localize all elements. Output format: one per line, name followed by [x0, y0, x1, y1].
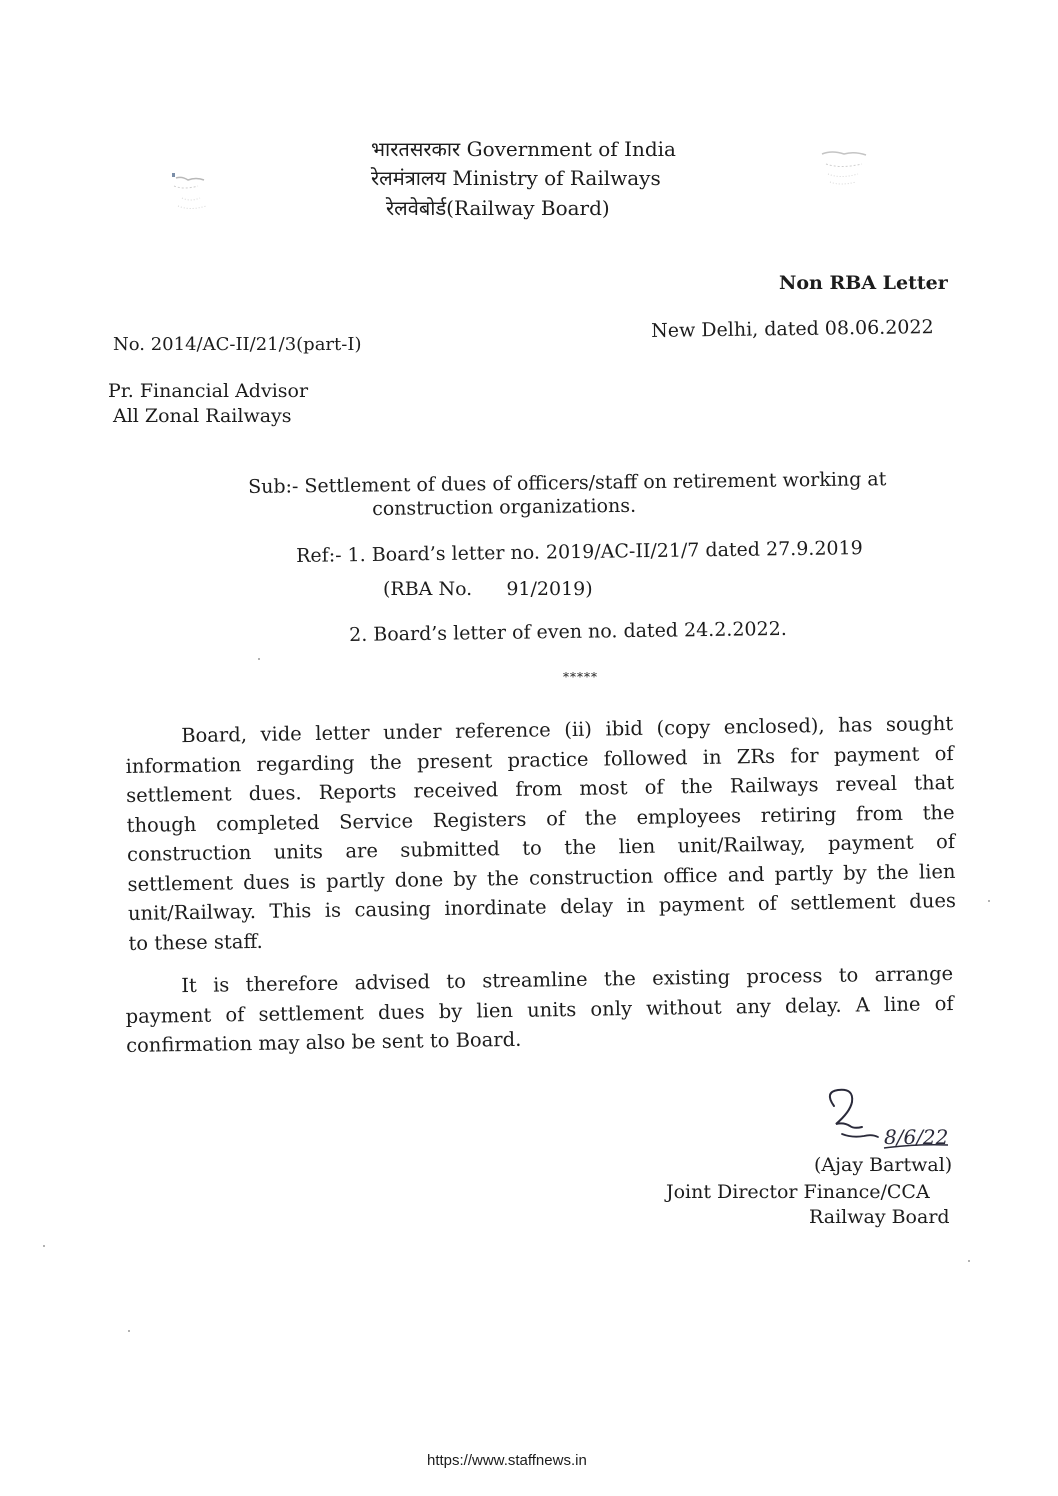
para2-line-3: confirmation may also be sent to Board. — [125, 1027, 522, 1057]
signature-date: 8/6/22 — [884, 1125, 949, 1149]
reference-1-text: 1. Board’s letter no. 2019/AC-II/21/7 dated 27.9.2019 — [347, 537, 863, 567]
para1-line-2: information regarding the present practice followed in ZRs for payment of — [125, 741, 954, 778]
scan-speck — [43, 1245, 45, 1247]
subject-line-1: Settlement of dues of officers/staff on retirement working at — [304, 468, 887, 498]
addressee-line-1: Pr. Financial Advisor — [108, 380, 309, 402]
para2-line-1: It is therefore advised to streamline the existing process to arrange — [181, 961, 954, 998]
subject-line-2: construction organizations. — [372, 494, 637, 520]
para1-line-4: though completed Service Registers of the employees retiring from the — [126, 800, 955, 837]
handwritten-signature-icon — [812, 1086, 962, 1158]
separator-stars: ***** — [563, 670, 598, 684]
para1-line-6: settlement dues is partly done by the construction office and partly by the lien — [127, 859, 956, 896]
scan-speck — [128, 1330, 130, 1332]
para2-line-2: payment of settlement dues by lien units only without any delay. A line of — [125, 991, 954, 1028]
header-line-ministry: रेलमंत्रालय Ministry of Railways — [371, 166, 661, 190]
signatory-name: (Ajay Bartwal) — [814, 1154, 953, 1176]
para1-line-1: Board, vide letter under reference (ii) ibid (copy enclosed), has sought — [181, 711, 954, 748]
footer-url: https://www.staffnews.in — [427, 1452, 587, 1469]
para1-line-7: unit/Railway. This is causing inordinate delay in payment of settlement dues — [127, 888, 957, 925]
references-label: Ref:- — [296, 544, 342, 567]
place-date: New Delhi, dated 08.06.2022 — [651, 316, 934, 342]
header-line-government: भारतसरकार Government of India — [371, 137, 676, 161]
subject-block — [248, 468, 886, 498]
letter-type-label: Non RBA Letter — [779, 272, 948, 294]
body-paragraph-1 — [125, 709, 957, 958]
subject-label: Sub:- — [248, 475, 299, 498]
para1-line-3: settlement dues. Reports received from most of the Railways reveal that — [125, 770, 955, 807]
reference-1-rba-label: (RBA No. — [383, 578, 473, 600]
para1-line-5: construction units are submitted to the lien unit/Railway, payment of — [126, 829, 956, 866]
body-paragraph-2 — [125, 959, 954, 1060]
header-line-board: रेलवेबोर्ड(Railway Board) — [386, 196, 610, 220]
scan-speck — [968, 1260, 970, 1262]
reference-number: No. 2014/AC-II/21/3(part-I) — [113, 334, 362, 355]
emblem-left-icon — [152, 168, 230, 224]
signatory-designation: Joint Director Finance/CCA — [666, 1181, 930, 1203]
reference-1 — [296, 537, 863, 567]
emblem-right-icon — [808, 140, 886, 196]
reference-1-rba — [383, 578, 593, 600]
signatory-office: Railway Board — [809, 1206, 950, 1228]
scan-speck — [988, 900, 990, 902]
reference-1-rba-number: 91/2019) — [506, 578, 593, 600]
addressee-line-2: All Zonal Railways — [113, 405, 292, 427]
scan-speck — [258, 658, 260, 660]
para1-line-8: to these staff. — [128, 929, 263, 955]
reference-2: 2. Board’s letter of even no. dated 24.2.2022. — [349, 617, 787, 646]
